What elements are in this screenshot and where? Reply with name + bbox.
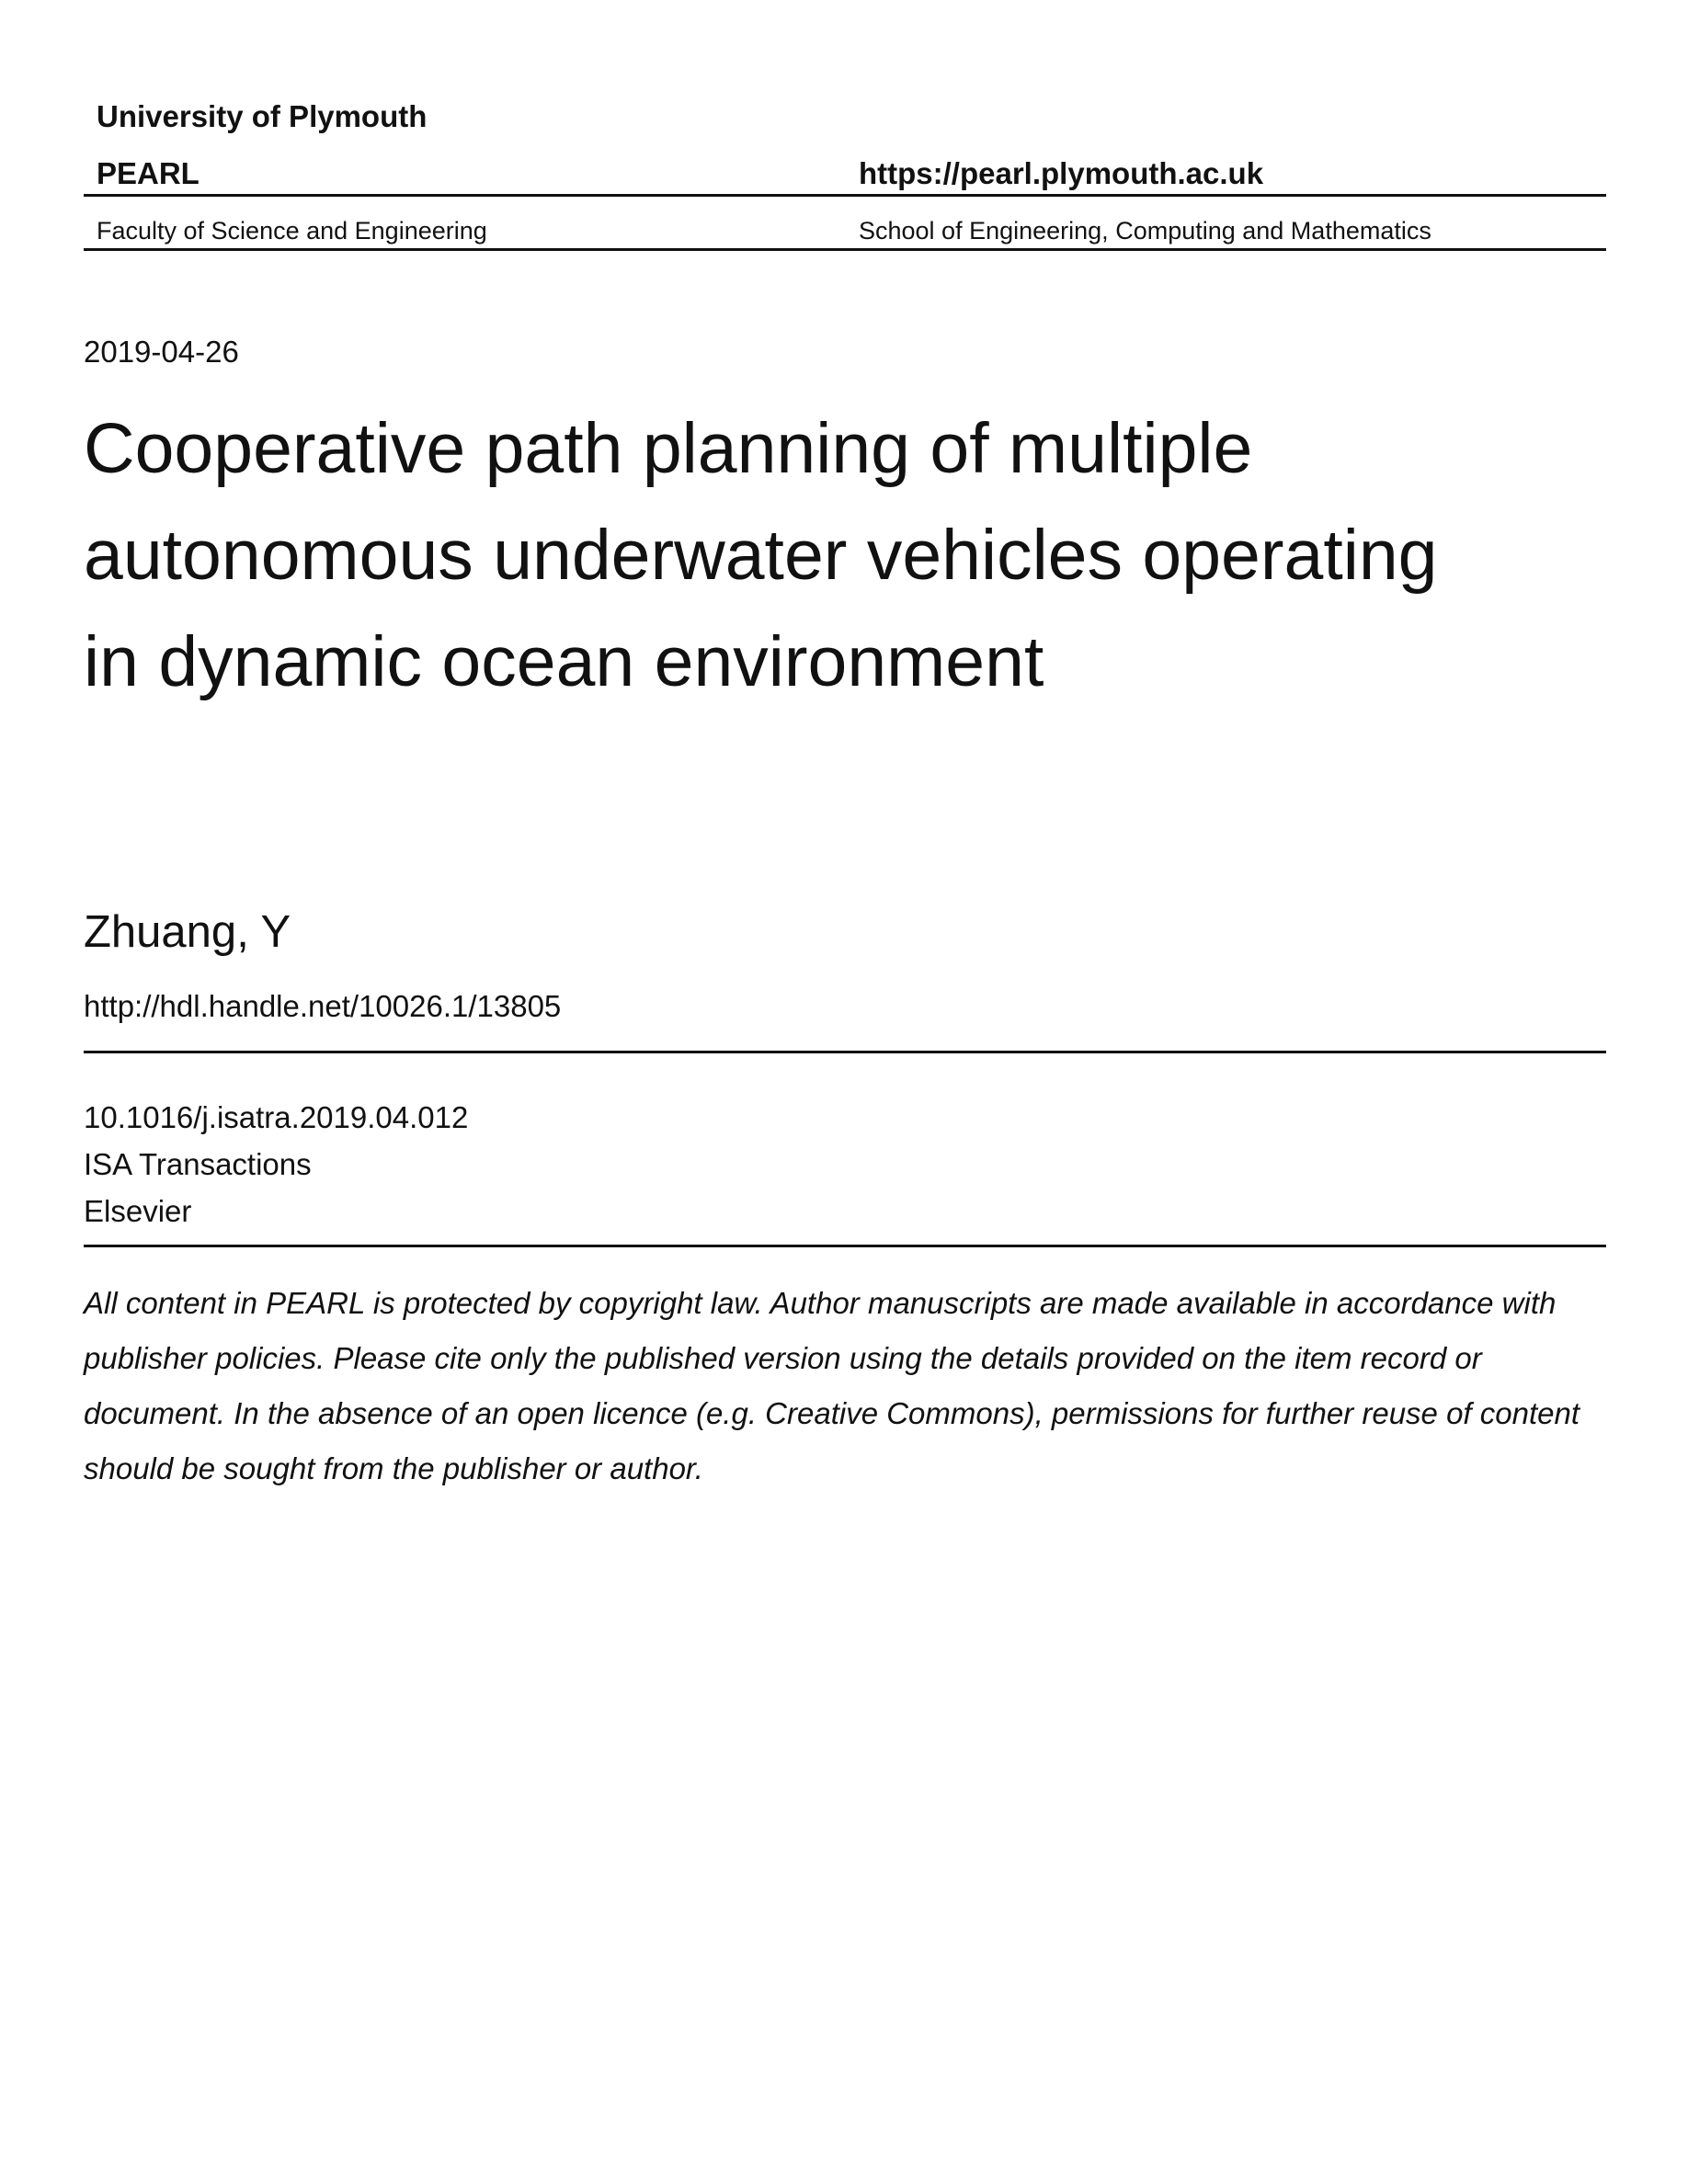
faculty-row xyxy=(84,217,1606,252)
journal-name: ISA Transactions xyxy=(84,1147,312,1181)
header-divider-top xyxy=(84,194,1606,197)
publisher-name: Elsevier xyxy=(84,1194,192,1228)
school-name: School of Engineering, Computing and Mathematics xyxy=(859,217,1431,245)
record-divider-top xyxy=(84,1051,1606,1053)
handle-link[interactable]: http://hdl.handle.net/10026.1/13805 xyxy=(84,989,562,1023)
repository-row xyxy=(84,156,1606,191)
faculty-name: Faculty of Science and Engineering xyxy=(97,217,487,245)
copyright-notice: All content in PEARL is protected by copyright law. Author manuscripts are made available in accordance with publisher policies. Please cite only the published version using the details provided on the item record or document. In the absence of an open licence (e.g. Creative Commons), permissions for further reuse of content should be sought from the publisher or author. xyxy=(84,1286,1580,1485)
header-divider-bottom xyxy=(84,248,1606,251)
repository-name: PEARL xyxy=(97,156,200,190)
repository-url-link[interactable]: https://pearl.plymouth.ac.uk xyxy=(859,156,1264,190)
institution-name: University of Plymouth xyxy=(97,99,428,133)
publication-date: 2019-04-26 xyxy=(84,335,239,369)
paper-title: Cooperative path planning of multiple autonomous underwater vehicles operating in dynamic ocean environment xyxy=(84,409,1438,701)
doi: 10.1016/j.isatra.2019.04.012 xyxy=(84,1100,469,1134)
record-divider-bottom xyxy=(84,1245,1606,1247)
citation-details xyxy=(84,1094,468,1234)
author-name: Zhuang, Y xyxy=(84,907,291,957)
